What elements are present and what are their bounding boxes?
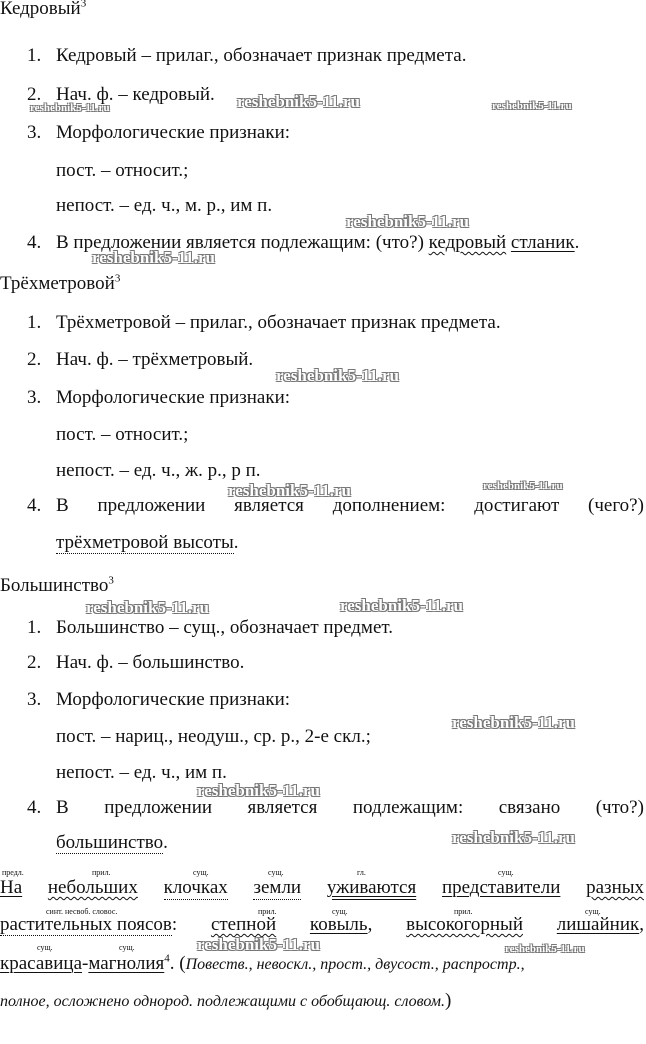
sub-item: пост. – относит.; — [56, 424, 189, 445]
list-item: Трёхметровой – прилаг., обозначает признак предмета. — [56, 312, 501, 333]
pos-label: гл. — [357, 868, 366, 877]
sentence-line: красавица-магнолия$^4$. (Повеств., невоскл., прост., двусост., распростр., — [0, 952, 525, 974]
pos-label: сущ. — [37, 943, 53, 952]
pos-label: сущ. — [498, 868, 514, 877]
list-number: 3. — [27, 387, 42, 408]
list-item: Нач. ф. – трёхметровый. — [56, 349, 254, 370]
list-number: 2. — [27, 349, 42, 370]
list-number: 1. — [27, 617, 42, 638]
pos-label: сущ. — [332, 907, 348, 916]
example-word: кедровый — [428, 232, 507, 253]
list-item: Морфологические признаки: — [56, 387, 291, 408]
list-item: Морфологические признаки: — [56, 122, 291, 143]
pos-label: сущ. — [585, 907, 601, 916]
watermark: reshebnik5-11.ru — [86, 598, 209, 617]
list-item: В предложении является подлежащим: (что?) кедровый стланик. — [56, 232, 580, 253]
watermark: reshebnik5-11.ru — [340, 596, 463, 615]
list-number: 2. — [27, 84, 42, 105]
list-number: 3. — [27, 122, 42, 143]
list-item: Большинство – сущ., обозначает предмет. — [56, 617, 393, 638]
example-word: большинство — [56, 832, 164, 853]
watermark: reshebnik5-11.ru — [346, 212, 469, 231]
list-number: 4. — [27, 797, 42, 818]
list-number: 1. — [27, 45, 42, 66]
section-title: Трёхметровой$^3$ — [0, 272, 121, 294]
watermark: reshebnik5-11.ru — [505, 943, 585, 955]
sub-item: непост. – ед. ч., м. р., им п. — [56, 195, 273, 216]
watermark: reshebnik5-11.ru — [228, 481, 351, 500]
sentence-line: растительных поясов: степной ковыль, высокогорный лишайник, — [0, 914, 644, 935]
pos-label: синт. несвоб. словос. — [46, 907, 118, 916]
pos-label: прил. — [454, 907, 473, 916]
watermark: reshebnik5-11.ru — [30, 102, 110, 114]
example-word: стланик — [510, 232, 575, 253]
sentence-characteristic: Повеств., невоскл., прост., двусост., распростр., — [185, 956, 525, 973]
watermark: reshebnik5-11.ru — [197, 781, 320, 800]
watermark: reshebnik5-11.ru — [237, 92, 360, 111]
list-number: 4. — [27, 232, 42, 253]
sub-item: непост. – ед. ч., ж. р., р п. — [56, 460, 261, 481]
watermark: reshebnik5-11.ru — [452, 828, 575, 847]
watermark: reshebnik5-11.ru — [197, 935, 320, 954]
list-item-continued: трёхметровой высоты. — [56, 532, 239, 553]
sub-item: непост. – ед. ч., им п. — [56, 762, 227, 783]
sub-item: пост. – нариц., неодуш., ср. р., 2-е скл.; — [56, 726, 371, 747]
watermark: reshebnik5-11.ru — [92, 248, 215, 267]
sentence-characteristic: полное, осложнено однород. подлежащими с обобщающ. словом. — [0, 993, 445, 1010]
list-number: 3. — [27, 689, 42, 710]
example-word: трёхметровой высоты — [56, 532, 234, 553]
list-item: Нач. ф. – большинство. — [56, 652, 245, 673]
list-item-continued: большинство. — [56, 832, 168, 853]
list-number: 2. — [27, 652, 42, 673]
watermark: reshebnik5-11.ru — [276, 366, 399, 385]
list-item: В предложении является подлежащим: связано (что?) — [56, 797, 644, 818]
pos-label: сущ. — [119, 943, 135, 952]
pos-label: сущ. — [193, 868, 209, 877]
section-title: Кедровый$^3$ — [0, 0, 87, 19]
list-number: 4. — [27, 495, 42, 516]
list-item: В предложении является дополнением: достигают (чего?) — [56, 495, 644, 516]
pos-label: предл. — [2, 868, 24, 877]
sub-item: пост. – относит.; — [56, 160, 189, 181]
list-item: Морфологические признаки: — [56, 689, 291, 710]
pos-label: прил. — [92, 868, 111, 877]
pos-label: прил. — [258, 907, 277, 916]
watermark: reshebnik5-11.ru — [492, 100, 572, 112]
watermark: reshebnik5-11.ru — [452, 713, 575, 732]
watermark: reshebnik5-11.ru — [483, 480, 563, 492]
section-title: Большинство$^3$ — [0, 574, 114, 596]
sentence-line: На небольших клочках земли уживаются представители разных — [0, 877, 644, 898]
list-item: Нач. ф. – кедровый. — [56, 84, 215, 105]
pos-label: сущ. — [268, 868, 284, 877]
list-number: 1. — [27, 312, 42, 333]
list-item: Кедровый – прилаг., обозначает признак предмета. — [56, 45, 467, 66]
sentence-line: полное, осложнено однород. подлежащими с обобщающ. словом.) — [0, 990, 452, 1011]
